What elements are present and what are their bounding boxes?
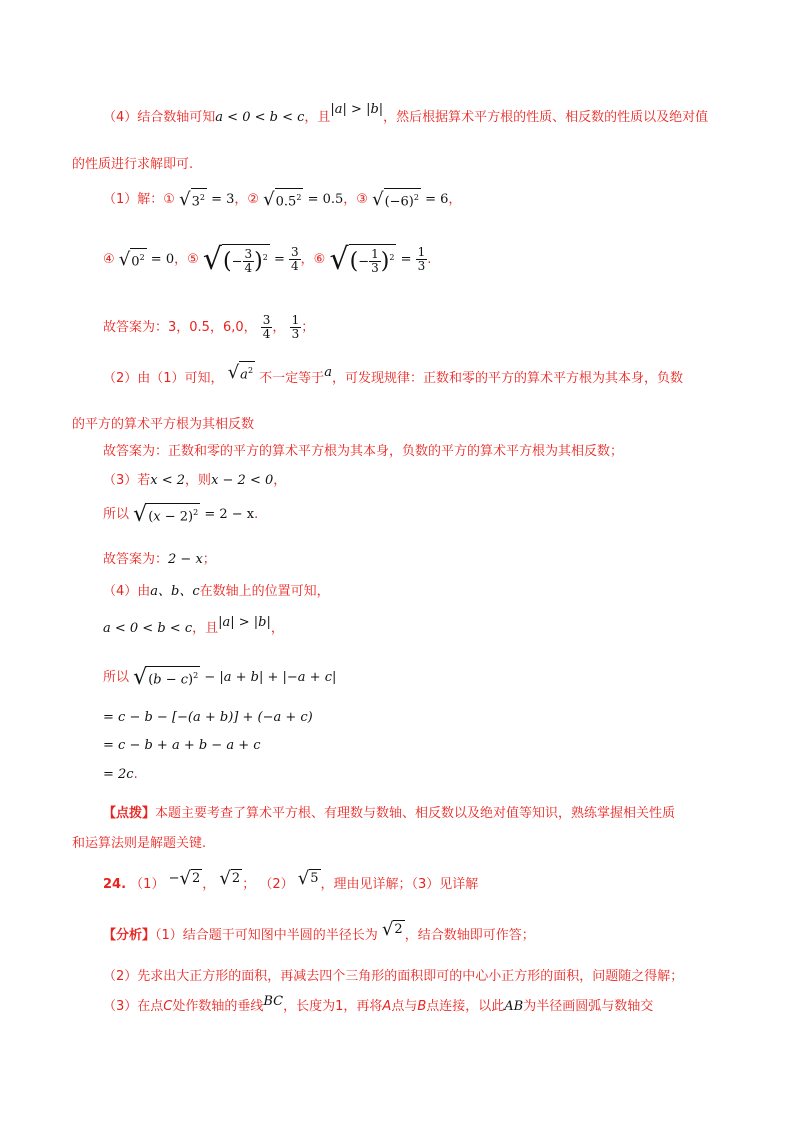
s2-mid: 不一定等于 [259,371,325,387]
s4-and: ，且 [192,621,219,636]
sqrt-neg34sq: √(− $\frac{3}{4}$ )$^2$ [202,242,268,277]
s3-cond: x < 2 [150,473,186,488]
s1-c2: ，② [234,192,260,208]
analysis-l3-mid4: 点连接，以此 [426,999,505,1014]
analysis-l3-mid3: 点与 [391,999,418,1014]
analysis-line1 [103,919,800,946]
s4-expr-tail: − |a + b| + |−a + c| [204,670,337,685]
p4-line1 [103,102,800,125]
p4-math1: a < 0 < b < c [215,110,305,125]
s4-step1 [103,710,800,725]
s1-line2 [103,242,800,277]
s1-eq5: = [273,252,285,267]
s1-eq2: = 0.5 [307,192,344,208]
q24-p1: （1） [130,877,165,892]
sqrt-a-sq: $√a^2$ [227,362,254,384]
analysis-l3-c: C [163,999,173,1014]
p4-mid: ，且 [304,110,331,125]
tip-text: 本题主要考查了算术平方根、有理数与数轴、相反数以及绝对值等知识，熟练掌握相关性质 [155,806,676,821]
tip-line2 [72,832,800,851]
sqrt-0sq: $√0^2$ [118,249,145,270]
s2-prefix: （2）由（1）可知， [103,371,224,387]
analysis-l3-mid2: ，长度为1，再将 [283,999,383,1014]
s4-so: 所以 [103,670,130,685]
s4-prefix: （4）由 [103,584,151,599]
q24-num: 24. [103,877,127,892]
s2-var: a [324,365,332,381]
analysis-label: 【分析】 [103,928,156,943]
s4-step2-text: = c − b + a + b − a + c [103,738,261,753]
analysis-l3-prefix: （3）在点 [103,999,164,1014]
s1-c4: ④ [103,252,115,267]
sqrt-xminus2-sq: $√(x - 2)^2$ [133,502,199,527]
s3-ans-val: 2 − x [168,552,203,567]
sqrt-05sq: $√0.5^2$ [263,189,302,211]
s4-step3 [103,767,800,782]
analysis-l2: （2）先求出大正方形的面积，再减去四个三角形的面积即可的中心小正方形的面积，问题随之得解； [103,969,684,984]
q24-sqrt2: √2 [219,868,241,889]
s4-suffix: 在数轴上的位置可知， [199,584,330,599]
s3-cond2: x − 2 < 0 [211,473,274,488]
q24-p2: （2） [259,877,294,892]
s2-line1 [103,362,800,390]
frac-1-3: $\frac{1}{3}$ [417,245,426,273]
s1-line1 [103,188,800,211]
s2-line2-text: 的平方的算术平方根为其相反数 [72,417,255,432]
sqrt-neg6sq: $√(-6)^2$ [372,189,419,211]
s4-cond: a < 0 < b < c [103,621,193,636]
s4-step2 [103,738,800,753]
s1-c5: ，⑤ [174,252,199,267]
q24-line [103,868,800,895]
analysis-l3-bc: BC [263,994,284,1009]
s1-eq3: = 6 [425,192,449,208]
tip-label: 【点拨】 [103,806,156,821]
s2-ans-text: 故答案为：正数和零的平方的算术平方根为其本身，负数的平方的算术平方根为其相反数； [103,444,624,459]
s1-end: ， [448,192,462,208]
sqrt-3sq: $√3^2$ [179,189,205,211]
q24-sep: ， [202,877,216,892]
analysis-l3-b: B [417,999,427,1014]
analysis-l3-mid: 处作数轴的垂线 [172,999,264,1014]
analysis-l1-prefix: （1）结合题干可知图中半圆的半径长为 [155,928,378,943]
frac-3-4: $\frac{3}{4}$ [291,245,299,273]
s3-line2 [103,502,800,527]
q24-neg-sqrt2: −√2 [168,868,201,889]
q24-sqrt5: √5 [297,868,319,889]
s1-eq4: = 0 [150,252,175,267]
sqrt-bminusc-sq: $√(b - c)^2$ [133,665,199,690]
s4-line3 [103,665,800,690]
ans1-frac-1-3: $\frac{1}{3}$ [291,313,300,341]
ans1-frac-3-4: $\frac{3}{4}$ [262,313,271,341]
s4-line2 [103,617,800,636]
analysis-l3-ab: AB [504,999,524,1014]
analysis-line2 [103,965,800,984]
tip-line2-text: 和运算法则是解题关键. [72,836,207,851]
s4-step1-text: = c − b − [−(a + b)] + (−a + c) [103,710,313,725]
s3-ans-end: ； [202,552,216,567]
s3-mid: ，则 [185,473,212,488]
s1-c3: ，③ [343,192,368,208]
q24-semi: ； [242,877,256,892]
s2-ans [103,440,800,459]
p4-line2-text: 的性质进行求解即可. [72,157,194,172]
p4-math2: |a| > |b| [330,102,384,117]
s4-end: ， [270,621,284,636]
analysis-sqrt2: √2 [381,919,403,940]
analysis-l3-suffix: 为半径画圆弧与数轴交 [523,999,654,1014]
s3-rhs [204,507,254,522]
s3-prefix: （3）若 [103,473,151,488]
analysis-l3-a: A [382,999,392,1014]
analysis-l1-suffix: ，结合数轴即可作答； [404,928,535,943]
s3-ans [103,548,800,567]
ans1-sep: ， [272,320,286,335]
s1-eq1: = 3 [211,192,235,208]
s3-so: 所以 [103,507,130,522]
s1-end2: . [427,252,432,267]
s4-step3-text: = 2c [103,767,134,782]
ans1-line [103,314,800,341]
s4-line1 [103,580,800,599]
s1-prefix: （1）解：① [103,192,175,208]
s3-line1 [103,469,800,488]
s3-dot: . [254,507,259,522]
q24-p2-tail: ，理由见详解；（3）见详解 [320,877,479,892]
ans1-text: 故答案为：3，0.5，6,0， [103,320,257,335]
s3-rhs-text: = 2 − x [204,507,255,522]
s2-suffix: ，可发现规律：正数和零的平方的算术平方根为其本身，负数 [331,371,683,387]
s2-line2 [72,413,800,432]
ans1-end: ； [301,320,315,335]
sqrt-neg13sq: √(− $\frac{1}{3}$ )$^2$ [329,242,395,277]
tip-line1 [103,802,800,821]
s3-end: ， [273,473,287,488]
p4-prefix: （4）结合数轴可知 [103,110,216,125]
p4-line2 [72,153,800,172]
s4-cond2: |a| > |b| [218,615,271,630]
s4-dot: . [133,767,138,782]
s1-eq6: = [400,252,412,267]
analysis-line3 [103,995,800,1014]
p4-suffix: ，然后根据算术平方根的性质、相反数的性质以及绝对值 [383,110,709,125]
s1-c6: ，⑥ [300,252,326,267]
s3-ans-label: 故答案为： [103,552,169,567]
s4-vars: a、b、c [150,584,200,599]
